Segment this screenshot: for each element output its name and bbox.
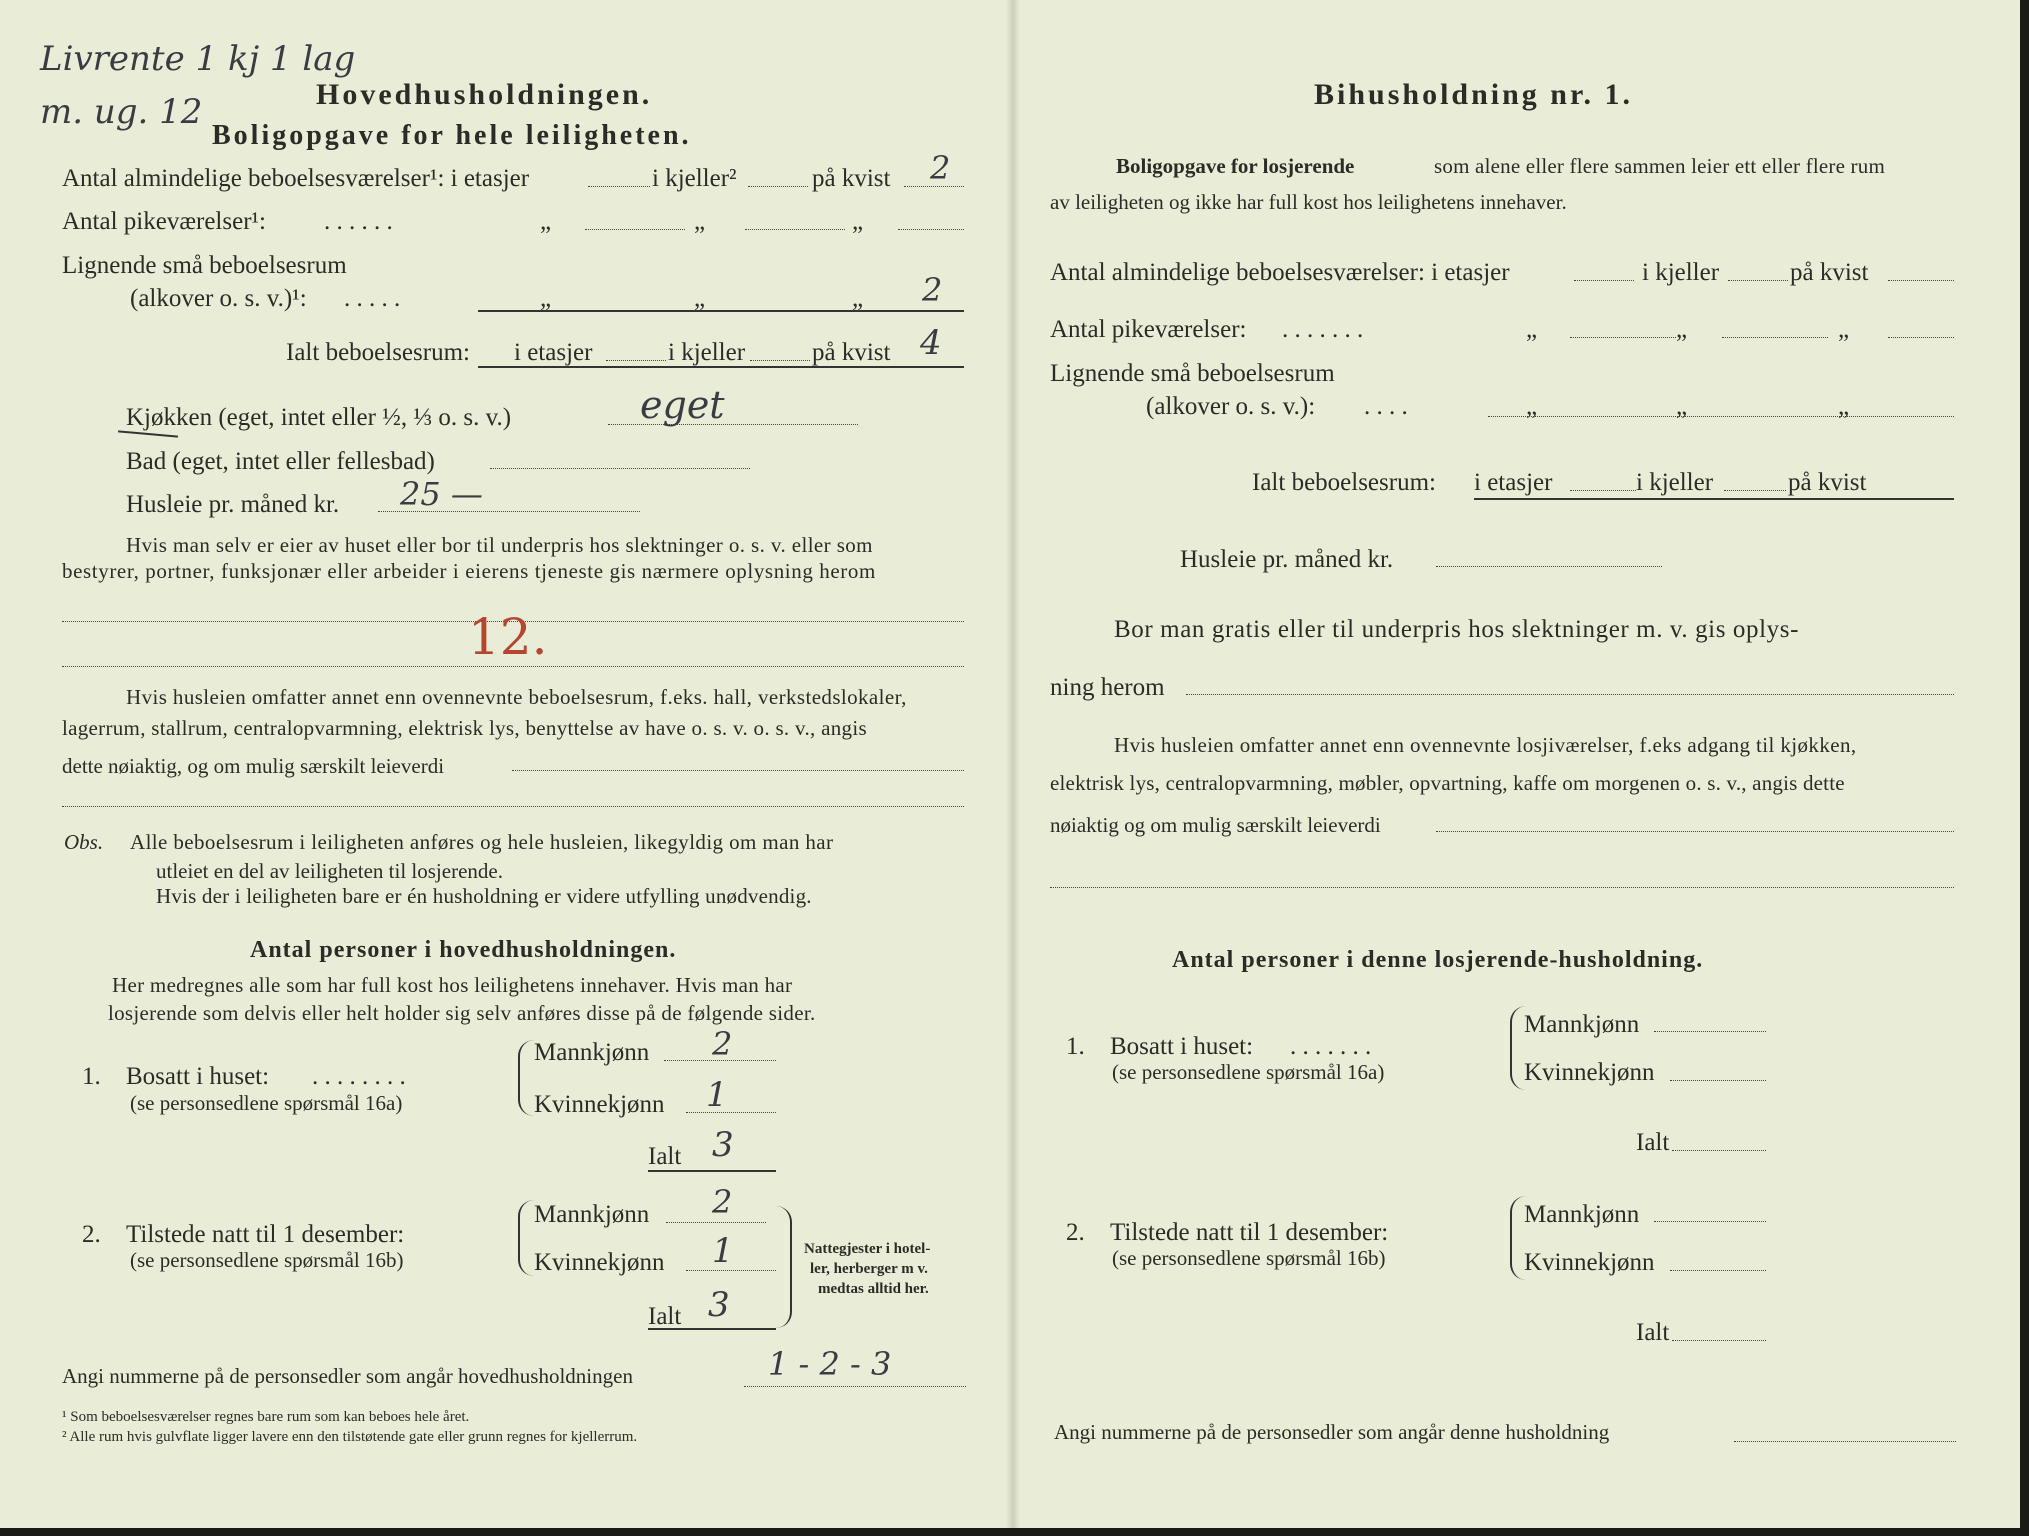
right-alkover-label: (alkover o. s. v.):	[1146, 393, 1316, 420]
total-underline	[478, 366, 964, 368]
owner-text-2: bestyrer, portner, funksjonær eller arbeider i eierens tjeneste gis nærmere oplysning herom	[62, 559, 876, 583]
q2-female-label: Kvinnekjønn	[534, 1249, 665, 1276]
kitchen-label: Kjøkken (eget, intet eller ½, ⅓ o. s. v.)	[126, 404, 512, 431]
right-rent-label: Husleie pr. måned kr.	[1180, 546, 1394, 573]
margin-note-1: Livrente 1 kj 1 lag	[40, 39, 356, 79]
q2-total-value: 3	[708, 1285, 730, 1325]
obs-text-1: Alle beboelsesrum i leiligheten anføres og hele husleien, likegyldig om man har	[130, 830, 834, 854]
rent-label: Husleie pr. måned kr.	[126, 491, 340, 518]
bath-label: Bad (eget, intet eller fellesbad)	[126, 448, 435, 475]
q2-total-underline	[648, 1328, 776, 1330]
page-subtitle: Boligopgave for hele leiligheten.	[212, 120, 692, 151]
right-rent-includes-1: Hvis husleien omfatter annet enn ovennevnte losjiværelser, f.eks adgang til kjøkken,	[1114, 733, 1857, 757]
rooms-kjeller-label: i kjeller²	[652, 165, 737, 192]
rent-value: 25 —	[400, 475, 483, 513]
alkover-q3: „	[852, 285, 864, 312]
right-persons-title: Antal personer i denne losjerende-husholdning.	[1172, 947, 1704, 973]
q1-male-value: 2	[712, 1025, 733, 1063]
right-q2-female-field[interactable]	[1670, 1270, 1766, 1271]
right-alkover-q1: „	[1526, 393, 1538, 420]
right-intro-bold: Boligopgave for losjerende	[1116, 154, 1355, 178]
right-angi-field[interactable]	[1734, 1441, 1956, 1442]
q1-total-value: 3	[712, 1125, 734, 1165]
margin-note-2: m. ug. 12	[40, 92, 203, 132]
right-intro-1: som alene eller flere sammen leier ett eller flere rum	[1434, 154, 1885, 178]
rent-includes-1: Hvis husleien omfatter annet enn ovennevnte beboelsesrum, f.eks. hall, verkstedslokaler,	[126, 685, 907, 709]
right-rooms-kvist-field[interactable]	[1888, 280, 1954, 281]
q2-number: 2.	[82, 1221, 101, 1248]
rent-includes-3: dette nøiaktig, og om mulig særskilt leieverdi	[62, 754, 445, 778]
owner-field-2[interactable]	[62, 666, 964, 667]
right-rent-includes-field-2[interactable]	[1050, 887, 1954, 888]
right-alkover-q2: „	[1676, 393, 1688, 420]
right-intro-2: av leiligheten og ikke har full kost hos leilighetens innehaver.	[1050, 190, 1567, 214]
q1-male-label: Mannkjønn	[534, 1039, 650, 1066]
right-q1-sub: (se personsedlene spørsmål 16a)	[1112, 1060, 1385, 1084]
right-alkover-dots: . . . .	[1364, 393, 1408, 420]
footnote-2: ² Alle rum hvis gulvflate ligger lavere enn den tilstøtende gate eller grunn regnes for kjellerrum.	[62, 1429, 638, 1445]
right-rent-field[interactable]	[1436, 566, 1662, 567]
persons-title: Antal personer i hovedhusholdningen.	[250, 937, 677, 963]
alkover-label: (alkover o. s. v.)¹:	[130, 285, 307, 312]
pike-field-3[interactable]	[898, 229, 964, 230]
q2-total-label: Ialt	[648, 1303, 682, 1330]
right-q2-total-field[interactable]	[1672, 1340, 1766, 1341]
q1-total-label: Ialt	[648, 1143, 682, 1170]
q2-label: Tilstede natt til 1 desember:	[126, 1221, 405, 1248]
right-rooms-kvist-label: på kvist	[1790, 259, 1869, 286]
rooms-kjeller-field[interactable]	[748, 186, 808, 187]
page-fold	[1006, 0, 1020, 1528]
right-rent-includes-3: nøiaktig og om mulig særskilt leieverdi	[1050, 813, 1381, 837]
q1-female-field[interactable]	[686, 1112, 776, 1113]
persons-text-1: Her medregnes alle som har full kost hos leilighetens innehaver. Hvis man har	[112, 973, 793, 997]
q1-brace	[518, 1040, 534, 1116]
rent-includes-2: lagerrum, stallrum, centralopvarmning, elektrisk lys, benyttelse av have o. s. v. o. s. v., angis	[62, 716, 867, 740]
obs-text-3: Hvis der i leiligheten bare er én husholdning er videre utfylling unødvendig.	[156, 884, 812, 908]
right-total-etasjer-label: i etasjer	[1474, 469, 1553, 496]
pike-dots: . . . . . .	[324, 208, 393, 235]
right-total-rooms-label: Ialt beboelsesrum:	[1252, 469, 1436, 496]
right-q1-number: 1.	[1066, 1033, 1085, 1060]
total-etasjer-label: i etasjer	[514, 339, 593, 366]
right-q2-total-label: Ialt	[1636, 1319, 1670, 1346]
kitchen-strike	[118, 430, 178, 437]
right-title: Bihusholdning nr. 1.	[1314, 78, 1634, 111]
right-total-etasjer-field[interactable]	[1570, 490, 1636, 491]
q1-total-underline	[648, 1170, 776, 1172]
obs-text-2: utleiet en del av leiligheten til losjerende.	[156, 859, 503, 883]
rooms-label: Antal almindelige beboelsesværelser¹: i etasjer	[62, 165, 530, 192]
q2-note-1: Nattegjester i hotel-	[804, 1241, 931, 1257]
right-angi-label: Angi nummerne på de personsedler som angår denne husholdning	[1054, 1420, 1610, 1444]
right-total-kjeller-label: i kjeller	[1636, 469, 1714, 496]
rooms-etasjer-field[interactable]	[588, 186, 650, 187]
right-rooms-kjeller-label: i kjeller	[1642, 259, 1720, 286]
pike-q3: „	[852, 208, 864, 235]
total-kvist-label: på kvist	[812, 339, 891, 366]
red-number: 12.	[468, 608, 548, 666]
page-title: Hovedhusholdningen.	[316, 78, 653, 111]
right-gratis-1: Bor man gratis eller til underpris hos slektninger m. v. gis oplys-	[1114, 616, 1800, 643]
q2-brace-right	[776, 1206, 792, 1328]
q2-sub: (se personsedlene spørsmål 16b)	[130, 1248, 404, 1272]
right-rent-includes-2: elektrisk lys, centralopvarmning, møbler, opvartning, kaffe om morgenen o. s. v., angis dette	[1050, 771, 1845, 795]
pike-field-1[interactable]	[585, 229, 685, 230]
right-q1-dots: . . . . . . .	[1290, 1033, 1372, 1060]
right-q2-label: Tilstede natt til 1 desember:	[1110, 1219, 1389, 1246]
right-alkover-field[interactable]	[1488, 416, 1954, 417]
right-q1-female-field[interactable]	[1670, 1080, 1766, 1081]
pike-q2: „	[694, 208, 706, 235]
right-q1-female-label: Kvinnekjønn	[1524, 1059, 1655, 1086]
right-rooms-label: Antal almindelige beboelsesværelser: i etasjer	[1050, 259, 1510, 286]
right-pike-label: Antal pikeværelser:	[1050, 316, 1247, 343]
right-pike-field-2[interactable]	[1722, 337, 1828, 338]
total-kjeller-field[interactable]	[750, 360, 810, 361]
right-small-rooms-label: Lignende små beboelsesrum	[1050, 360, 1335, 387]
right-q2-female-label: Kvinnekjønn	[1524, 1249, 1655, 1276]
pike-q1: „	[540, 208, 552, 235]
right-q1-male-label: Mannkjønn	[1524, 1011, 1640, 1038]
pike-field-2[interactable]	[745, 229, 845, 230]
q2-brace	[518, 1200, 534, 1276]
right-pike-dots: . . . . . . .	[1282, 316, 1364, 343]
right-rooms-etasjer-field[interactable]	[1574, 280, 1634, 281]
pike-label: Antal pikeværelser¹:	[62, 208, 266, 235]
alkover-dots: . . . . .	[344, 285, 401, 312]
q2-female-value: 1	[712, 1231, 734, 1271]
q2-note-2: ler, herberger m v.	[810, 1261, 928, 1277]
right-q1-label: Bosatt i huset:	[1110, 1033, 1254, 1060]
right-q1-male-field[interactable]	[1654, 1031, 1766, 1032]
rooms-kvist-label: på kvist	[812, 165, 891, 192]
q2-note-3: medtas alltid her.	[818, 1281, 929, 1297]
q2-male-field[interactable]	[666, 1222, 766, 1223]
total-kjeller-label: i kjeller	[668, 339, 746, 366]
q1-female-value: 1	[706, 1075, 728, 1115]
rent-includes-field-1[interactable]	[512, 770, 964, 771]
right-gratis-2: ning herom	[1050, 674, 1165, 701]
right-total-kjeller-field[interactable]	[1724, 490, 1786, 491]
right-q1-total-field[interactable]	[1672, 1150, 1766, 1151]
right-pike-q2: „	[1676, 316, 1688, 343]
q1-sub: (se personsedlene spørsmål 16a)	[130, 1091, 403, 1115]
persons-text-2: losjerende som delvis eller helt holder sig selv anføres disse på de følgende sider.	[108, 1001, 816, 1025]
right-gratis-field[interactable]	[1186, 694, 1954, 695]
right-total-kvist-label: på kvist	[1788, 469, 1867, 496]
q2-male-value: 2	[712, 1183, 733, 1221]
q1-dots: . . . . . . . .	[312, 1063, 406, 1090]
total-kvist-value: 4	[920, 323, 942, 363]
q1-number: 1.	[82, 1063, 101, 1090]
right-q2-male-field[interactable]	[1654, 1221, 1766, 1222]
kitchen-value: eget	[640, 383, 725, 427]
right-rent-includes-field-1[interactable]	[1436, 831, 1954, 832]
rooms-kvist-value: 2	[930, 149, 951, 187]
right-pike-q3: „	[1838, 316, 1850, 343]
angi-field[interactable]	[744, 1386, 966, 1387]
right-pike-field-3[interactable]	[1888, 337, 1954, 338]
right-rooms-kjeller-field[interactable]	[1728, 280, 1788, 281]
right-total-underline	[1474, 498, 1954, 500]
q1-label: Bosatt i huset:	[126, 1063, 270, 1090]
right-q1-total-label: Ialt	[1636, 1129, 1670, 1156]
right-q2-number: 2.	[1066, 1219, 1085, 1246]
right-q2-male-label: Mannkjønn	[1524, 1201, 1640, 1228]
angi-value: 1 - 2 - 3	[768, 1345, 892, 1383]
alkover-q1: „	[540, 285, 552, 312]
obs-label: Obs.	[64, 830, 104, 854]
right-pike-q1: „	[1526, 316, 1538, 343]
q2-male-label: Mannkjønn	[534, 1201, 650, 1228]
owner-text-1: Hvis man selv er eier av huset eller bor til underpris hos slektninger o. s. v. eller som	[126, 533, 873, 557]
small-rooms-label: Lignende små beboelsesrum	[62, 252, 347, 279]
footnote-1: ¹ Som beboelsesværelser regnes bare rum som kan beboes hele året.	[62, 1409, 470, 1425]
q1-female-label: Kvinnekjønn	[534, 1091, 665, 1118]
rent-includes-field-2[interactable]	[62, 806, 964, 807]
alkover-q2: „	[694, 285, 706, 312]
right-q2-sub: (se personsedlene spørsmål 16b)	[1112, 1246, 1386, 1270]
angi-label: Angi nummerne på de personsedler som angår hovedhusholdningen	[62, 1364, 633, 1388]
right-alkover-q3: „	[1838, 393, 1850, 420]
total-rooms-label: Ialt beboelsesrum:	[286, 339, 470, 366]
total-etasjer-field[interactable]	[606, 360, 666, 361]
right-pike-field-1[interactable]	[1570, 337, 1676, 338]
alkover-value: 2	[922, 271, 943, 309]
bath-field[interactable]	[490, 468, 750, 469]
